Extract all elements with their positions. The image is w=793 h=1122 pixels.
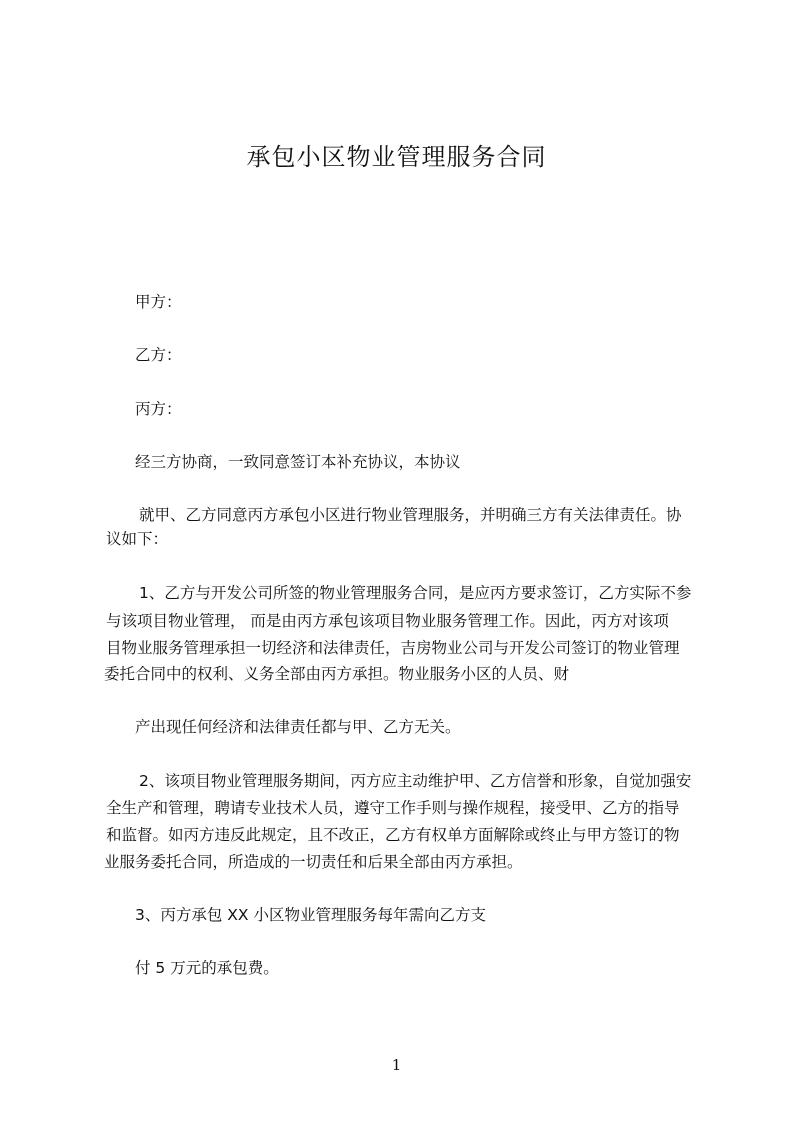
clause-1-line-2: 与该项目物业管理， 而是由丙方承包该项目物业服务管理工作。因此，丙方对该项: [106, 612, 669, 630]
page-number: 1: [391, 1056, 402, 1074]
clause-1-line-4: 委托合同中的权利、义务全部由丙方承担。物业服务小区的人员、财: [104, 665, 570, 683]
clause-1-line-1: 1、乙方与开发公司所签的物业管理服务合同，是应丙方要求签订，乙方实际不参: [139, 584, 692, 602]
party-c-label: 丙方：: [135, 400, 182, 418]
document-title: 承包小区物业管理服务合同: [246, 143, 547, 171]
clause-1-line-3: 目物业服务管理承担一切经济和法律责任，吉房物业公司与开发公司签订的物业管理: [106, 639, 680, 657]
scope-line-2: 议如下：: [106, 530, 169, 548]
scope-line-1: 就甲、乙方同意丙方承包小区进行物业管理服务，并明确三方有关法律责任。协: [139, 506, 682, 524]
party-b-label: 乙方：: [135, 346, 182, 364]
clause-2-line-1: 2、该项目物业管理服务期间，丙方应主动维护甲、乙方信誉和形象，自觉加强安: [139, 772, 692, 790]
clause-2-line-3: 和监督。如丙方违反此规定，且不改正，乙方有权单方面解除或终止与甲方签订的物: [106, 826, 680, 844]
clause-3: 3、丙方承包 XX 小区物业管理服务每年需向乙方支: [135, 906, 486, 924]
clause-2-line-2: 全生产和管理，聘请专业技术人员，遵守工作手则与操作规程，接受甲、乙方的指导: [106, 799, 680, 817]
clause-2-line-4: 业服务委托合同，所造成的一切责任和后果全部由丙方承担。: [104, 853, 523, 871]
intro-paragraph: 经三方协商，一致同意签订本补充协议，本协议: [135, 453, 461, 471]
clause-1-continuation: 产出现任何经济和法律责任都与甲、乙方无关。: [135, 718, 461, 736]
party-a-label: 甲方：: [135, 293, 182, 311]
clause-3-continuation: 付 5 万元的承包费。: [135, 959, 279, 977]
